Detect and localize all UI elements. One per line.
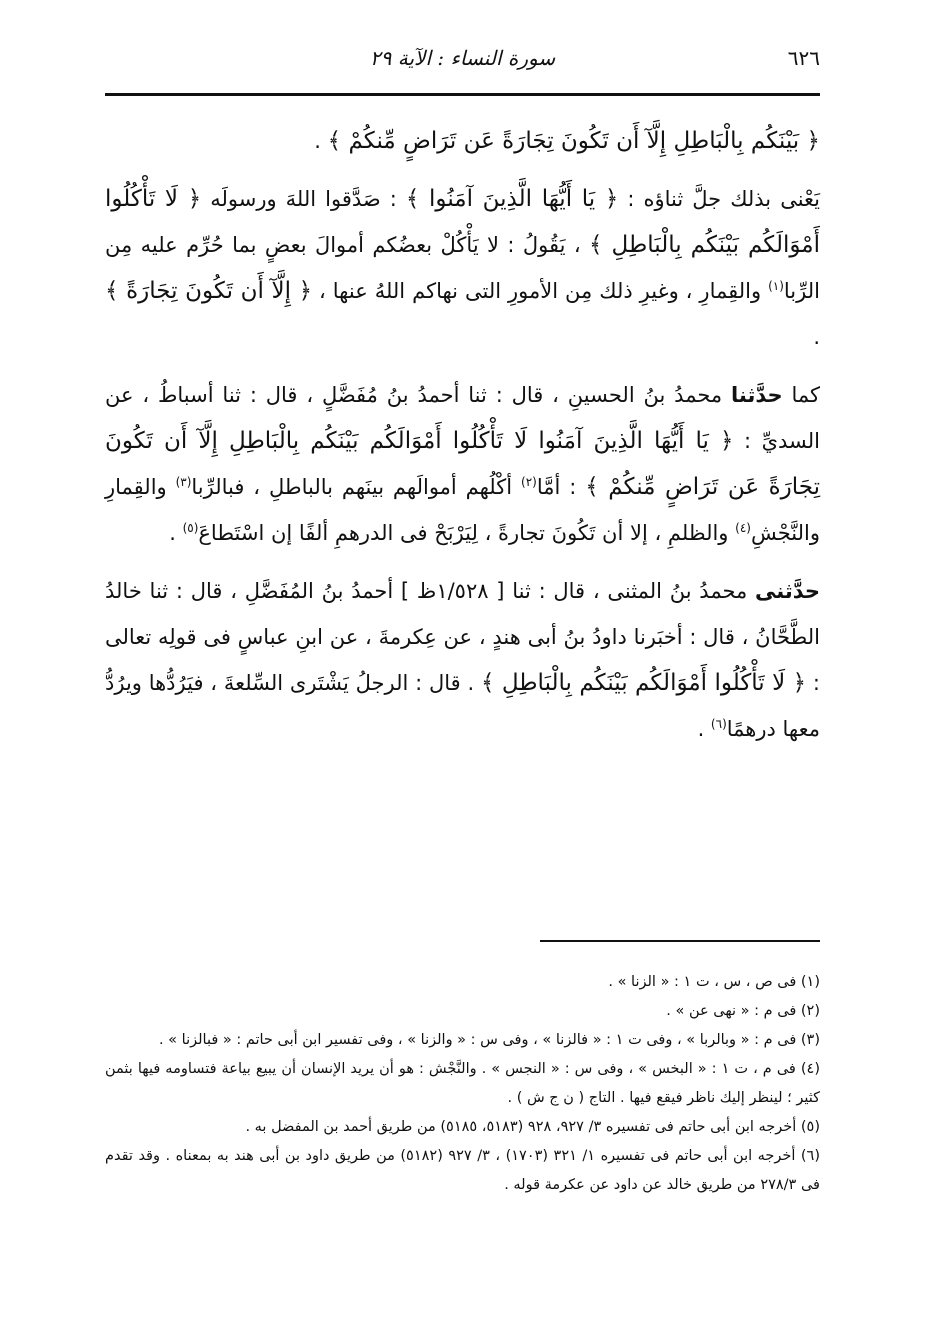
quran-verse: ﴿ بَيْنَكُم بِالْبَاطِلِ إِلَّآ أَن تَكُونَ تِجَارَةً عَن تَرَاضٍ مِّنكُمْ ﴾ — [327, 128, 820, 154]
footnote-rule — [540, 940, 820, 942]
text-run: : صَدَّقوا اللهَ ورسولَه — [201, 187, 406, 211]
header-rule — [105, 93, 820, 96]
footnote-ref: (٦) — [710, 717, 727, 731]
text-run: والقِمارِ ، وغيرِ ذلك مِن الأمورِ التى نهاكم اللهُ عنها ، — [312, 279, 769, 303]
text-run: محمدُ بنُ المثنى ، قال : ثنا [ ١/٥٢٨ظ ] أحمدُ بنُ المُفَضَّلِ ، قال : ثنا خالدُ الطَّحَّانُ ، قال : أخبَرنا داودُ بنُ أبى هندٍ ، عن عِكرمةَ ، عن ابنِ عباسٍ فى قولِه تعالى : — [105, 579, 820, 695]
text-run: . — [813, 325, 820, 349]
text-run: محمدُ بنُ الحسينِ ، قال : ثنا أحمدُ بنُ مُفَضَّلٍ ، قال : ثنا أسباطُ ، عن السديِّ : — [105, 383, 820, 453]
page-header — [105, 40, 820, 90]
footnote-2: (٢) فى م : « نهى عن » . — [666, 1003, 820, 1019]
footnote-6: (٦) أخرجه ابن أبى حاتم فى تفسيره ١/ ٣٢١ (١٧٠٣) ، ٣/ ٩٢٧ (٥١٨٢) من طريق داود بن أبى هند به بمعناه . وقد تقدم فى ٢٧٨/٣ من طريق خالد عن داود عن عكرمة قوله . — [105, 1148, 820, 1193]
footnote-ref: (٢) — [521, 475, 537, 489]
footnote-ref: (٣) — [175, 475, 192, 489]
hadith-chain-start: حدَّثنى — [755, 579, 820, 603]
text-run: ، يَقُولُ : لا يَأْكُلْ بعضُكم أموالَ بعضٍ بما حُرِّم عليه مِن الرِّبا — [105, 233, 820, 303]
paragraph-end: . — [314, 129, 328, 153]
text-run: كما — [782, 383, 820, 407]
hadith-chain-start: حدَّثنا — [731, 383, 783, 407]
text-run: أكْلُهم أموالَهم بينَهم بالباطلِ ، فبالرِّبا — [191, 475, 521, 499]
quran-verse: ﴿ يَا أَيُّهَا الَّذِينَ آمَنُوا لَا تَأْكُلُوا أَمْوَالَكُم بَيْنَكُم بِالْبَاطِلِ إِلَّآ أَن تَكُونَ تِجَارَةً عَن تَرَاضٍ مِّنكُمْ ﴾ — [105, 428, 820, 500]
paragraph-4 — [105, 568, 820, 752]
running-title: سورة النساء : الآية ٢٩ — [369, 46, 556, 70]
text-run: والظلمِ ، إلا أن تَكُونَ تجارةً ، لِيَرْبَحْ فى الدرهمِ ألفًا إن اسْتَطاعَ — [198, 521, 736, 545]
footnote-5: (٥) أخرجه ابن أبى حاتم فى تفسيره ٣/ ٩٢٧، ٩٢٨ (٥١٨٣، ٥١٨٥) من طريق أحمد بن المفضل به . — [245, 1119, 820, 1135]
quran-verse: ﴿ يَا أَيُّهَا الَّذِينَ آمَنُوا ﴾ — [405, 186, 619, 212]
quran-verse: ﴿ إِلَّآ أَن تَكُونَ تِجَارَةً ﴾ — [105, 278, 313, 304]
text-run: . — [697, 717, 711, 741]
footnote-ref: (١) — [768, 279, 784, 293]
text-run: يَعْنى بذلك جلَّ ثناؤه : — [618, 187, 821, 211]
main-text — [105, 118, 820, 752]
footnote-ref: (٤) — [735, 521, 751, 535]
quran-verse: ﴿ لَا تَأْكُلُوا أَمْوَالَكُم بَيْنَكُم بِالْبَاطِلِ ﴾ — [105, 186, 820, 258]
text-run: والقِمارِ والنَّجْشِ — [105, 475, 820, 545]
text-run: : أمَّا — [536, 475, 586, 499]
page-number: ٦٢٦ — [787, 46, 820, 70]
footnote-1: (١) فى ص ، س ، ت ١ : « الزنا » . — [608, 974, 820, 990]
text-run: . — [169, 521, 183, 545]
text-run: . قال : الرجلُ يَشْتَرى السِّلعةَ ، فيَرُدُّها ويرُدُّ معها درهمًا — [105, 671, 820, 741]
quran-verse: ﴿ لَا تَأْكُلُوا أَمْوَالَكُم بَيْنَكُم بِالْبَاطِلِ ﴾ — [480, 670, 807, 696]
paragraph-2 — [105, 176, 820, 360]
footnote-4: (٤) فى م ، ت ١ : « البخس » ، وفى س : « النجس » . والنَّجْش : هو أن يريد الإنسان أن يبيع بياعة فتساومه فيها بثمن كثير ؛ لينظر إليك ناظر فيقع فيها . التاج ( ن ج ش ) . — [105, 1061, 820, 1106]
footnotes — [105, 968, 820, 1200]
quran-verse-text: بَيْنَكُم بِالْبَاطِلِ إِلَّآ أَن تَكُونَ تِجَارَةً عَن تَرَاضٍ مِّنكُمْ — [348, 128, 800, 154]
footnote-ref: (٥) — [182, 521, 199, 535]
footnote-3: (٣) فى م : « وبالربا » ، وفى ت ١ : « فالزنا » ، وفى س : « والزنا » ، وفى تفسير ابن أبى حاتم : « فبالزنا » . — [158, 1032, 820, 1048]
paragraph-3 — [105, 372, 820, 556]
paragraph-1 — [105, 118, 820, 164]
